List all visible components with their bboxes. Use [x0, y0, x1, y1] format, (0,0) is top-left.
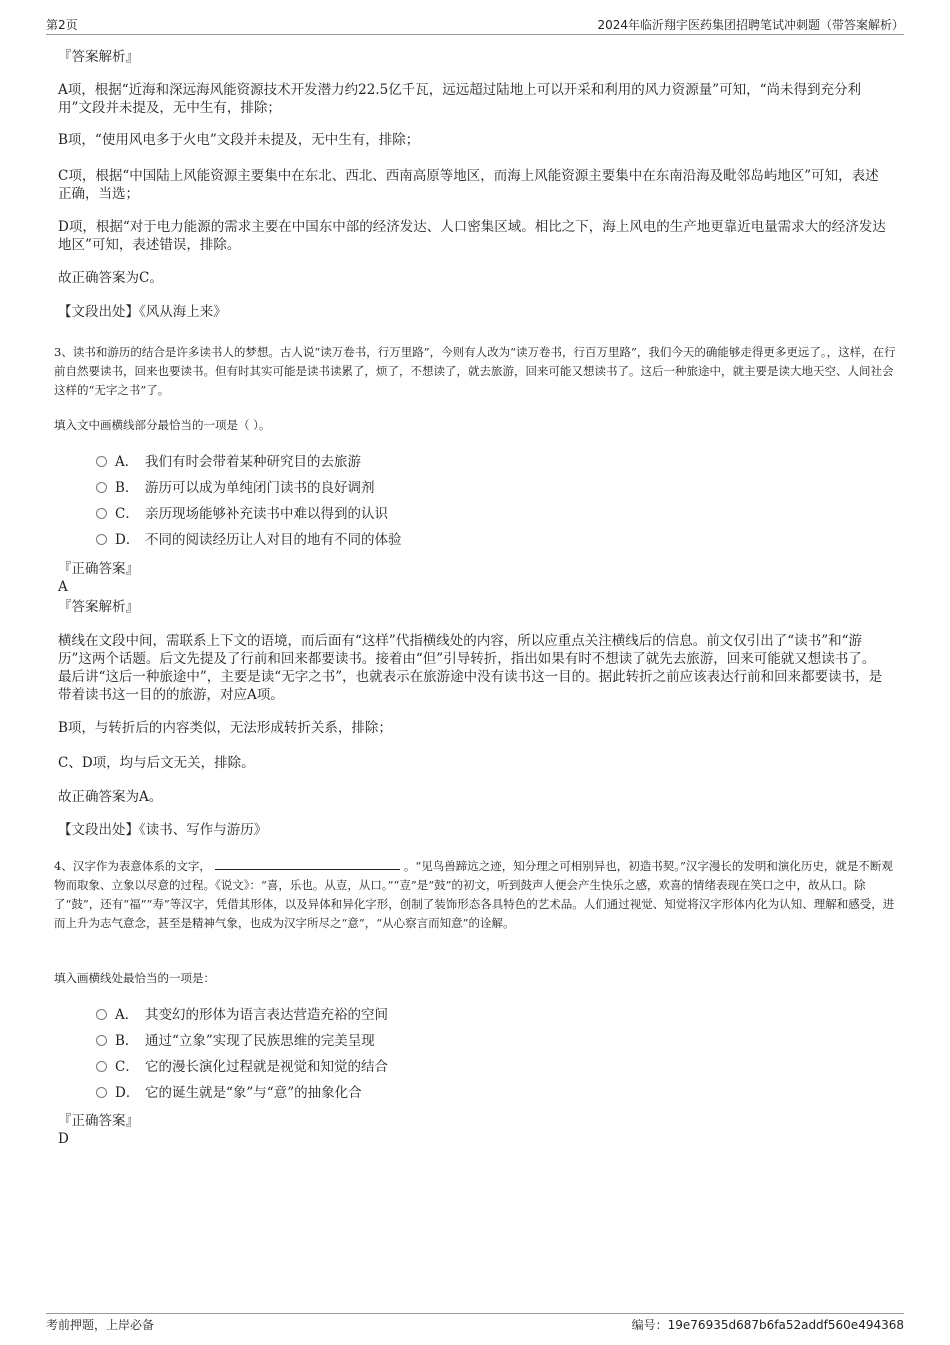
page-number: 第2页 — [46, 18, 78, 32]
option-4-a[interactable]: A． 其变幻的形体为语言表达营造充裕的空间 — [96, 1005, 796, 1025]
radio-icon[interactable] — [96, 1035, 107, 1046]
conclusion: 故正确答案为C。 — [58, 270, 163, 286]
analysis-b: B项，与转折后的内容类似，无法形成转折关系，排除； — [58, 720, 392, 736]
radio-icon[interactable] — [96, 1009, 107, 1020]
analysis-d: D项，根据“对于电力能源的需求主要在中国东中部的经济发达、人口密集区域。相比之下，海上风电的生产地更靠近电量需求大的经济发达地区”可知，表述错误，排除。 — [58, 219, 886, 253]
question-3-stem: 3、读书和游历的结合是许多读书人的梦想。古人说“读万卷书，行万里路”，今则有人改为“读万卷书，行百万里路”，我们今天的确能够走得更多更远了。，这样，在行前自然要读书，回来也要读书。但有时其实可能是读书读累了，烦了，不想读了，就去旅游，回来可能又想读书了。这后一种旅途中，就主要是读大地天空、人间社会这样的“无字之书”了。 — [54, 345, 896, 397]
analysis-c: C项，根据“中国陆上风能资源主要集中在东北、西北、西南高原等地区，而海上风能资源主要集中在东南沿海及毗邻岛屿地区”可知，表述正确，当选； — [58, 168, 879, 202]
option-3-a[interactable]: A． 我们有时会带着某种研究目的去旅游 — [96, 452, 796, 472]
source: 【文段出处】《读书、写作与游历》 — [58, 822, 268, 838]
option-3-c[interactable]: C． 亲历现场能够补充读书中难以得到的认识 — [96, 504, 796, 524]
answer-heading: 『正确答案』 — [58, 1113, 139, 1129]
option-4-c[interactable]: C． 它的漫长演化过程就是视觉和知觉的结合 — [96, 1057, 796, 1077]
page-footer — [46, 1313, 904, 1336]
radio-icon[interactable] — [96, 456, 107, 467]
answer: D — [58, 1131, 69, 1147]
document-code: 编号：19e76935d687b6fa52addf560e494368 — [631, 1318, 904, 1332]
radio-icon[interactable] — [96, 1087, 107, 1098]
fill-blank — [215, 857, 400, 870]
analysis-b: B项，“使用风电多于火电”文段并未提及，无中生有，排除； — [58, 132, 420, 148]
radio-icon[interactable] — [96, 508, 107, 519]
option-4-b[interactable]: B． 通过“立象”实现了民族思维的完美呈现 — [96, 1031, 796, 1051]
document-title: 2024年临沂翔宇医药集团招聘笔试冲刺题（带答案解析） — [597, 18, 904, 32]
radio-icon[interactable] — [96, 534, 107, 545]
source: 【文段出处】《风从海上来》 — [58, 304, 227, 320]
analysis-a: A项，根据“近海和深远海风能资源技术开发潜力约22.5亿千瓦，远远超过陆地上可以开采和利用的风力资源量”可知，“尚未得到充分利用”文段并未提及，无中生有，排除； — [58, 82, 862, 116]
footer-slogan: 考前押题，上岸必备 — [46, 1318, 155, 1332]
analysis-heading: 『答案解析』 — [58, 599, 139, 615]
question-3-prompt: 填入文中画横线部分最恰当的一项是（ ）。 — [54, 418, 271, 432]
question-4-stem: 4、汉字作为表意体系的文字， 。“见鸟兽蹄迒之迹，知分理之可相别异也，初造书契。”汉字漫长的发明和演化历史，就是不断观物而取象、立象以尽意的过程。《说文》：“喜，乐也。从壴，从口。”“壴”是“鼓”的初文，听到鼓声人便会产生快乐之感，欢喜的情绪表现在笑口之中，故从口。除了“鼓”，还有“福”“寿”等汉字，凭借其形体，以及异体和异化字形，创制了装饰形态各具特色的艺术品。人们通过视觉、知觉将汉字形体内化为认知、理解和感受，进而上升为志气意念，甚至是精神气象，也成为汉字所尽之“意”，“从心察言而知意”的诠解。 — [54, 859, 895, 930]
answer-heading: 『正确答案』 — [58, 561, 139, 577]
analysis-cd: C、D项，均与后文无关，排除。 — [58, 755, 255, 771]
radio-icon[interactable] — [96, 482, 107, 493]
analysis-text: 横线在文段中间，需联系上下文的语境，而后面有“这样”代指横线处的内容，所以应重点关注横线后的信息。前文仅引出了“读书”和“游历”这两个话题。后文先提及了行前和回来都要读书。接着由“但”引导转折，指出如果有时不想读了就先去旅游，回来可能就又想读书了。最后讲“这后一种旅途中”，主要是读“无字之书”，也就表示在旅游途中没有读书这一目的。据此转折之前应该表达行前和回来都要读书，是带着读书这一目的的旅游，对应A项。 — [58, 633, 883, 703]
radio-icon[interactable] — [96, 1061, 107, 1072]
answer: A — [58, 579, 68, 595]
option-4-d[interactable]: D． 它的诞生就是“象”与“意”的抽象化合 — [96, 1083, 796, 1103]
question-4-prompt: 填入画横线处最恰当的一项是： — [54, 971, 215, 985]
analysis-heading: 『答案解析』 — [58, 49, 139, 65]
page-header — [46, 14, 904, 35]
option-3-d[interactable]: D． 不同的阅读经历让人对目的地有不同的体验 — [96, 530, 796, 550]
option-3-b[interactable]: B． 游历可以成为单纯闭门读书的良好调剂 — [96, 478, 796, 498]
conclusion: 故正确答案为A。 — [58, 789, 163, 805]
